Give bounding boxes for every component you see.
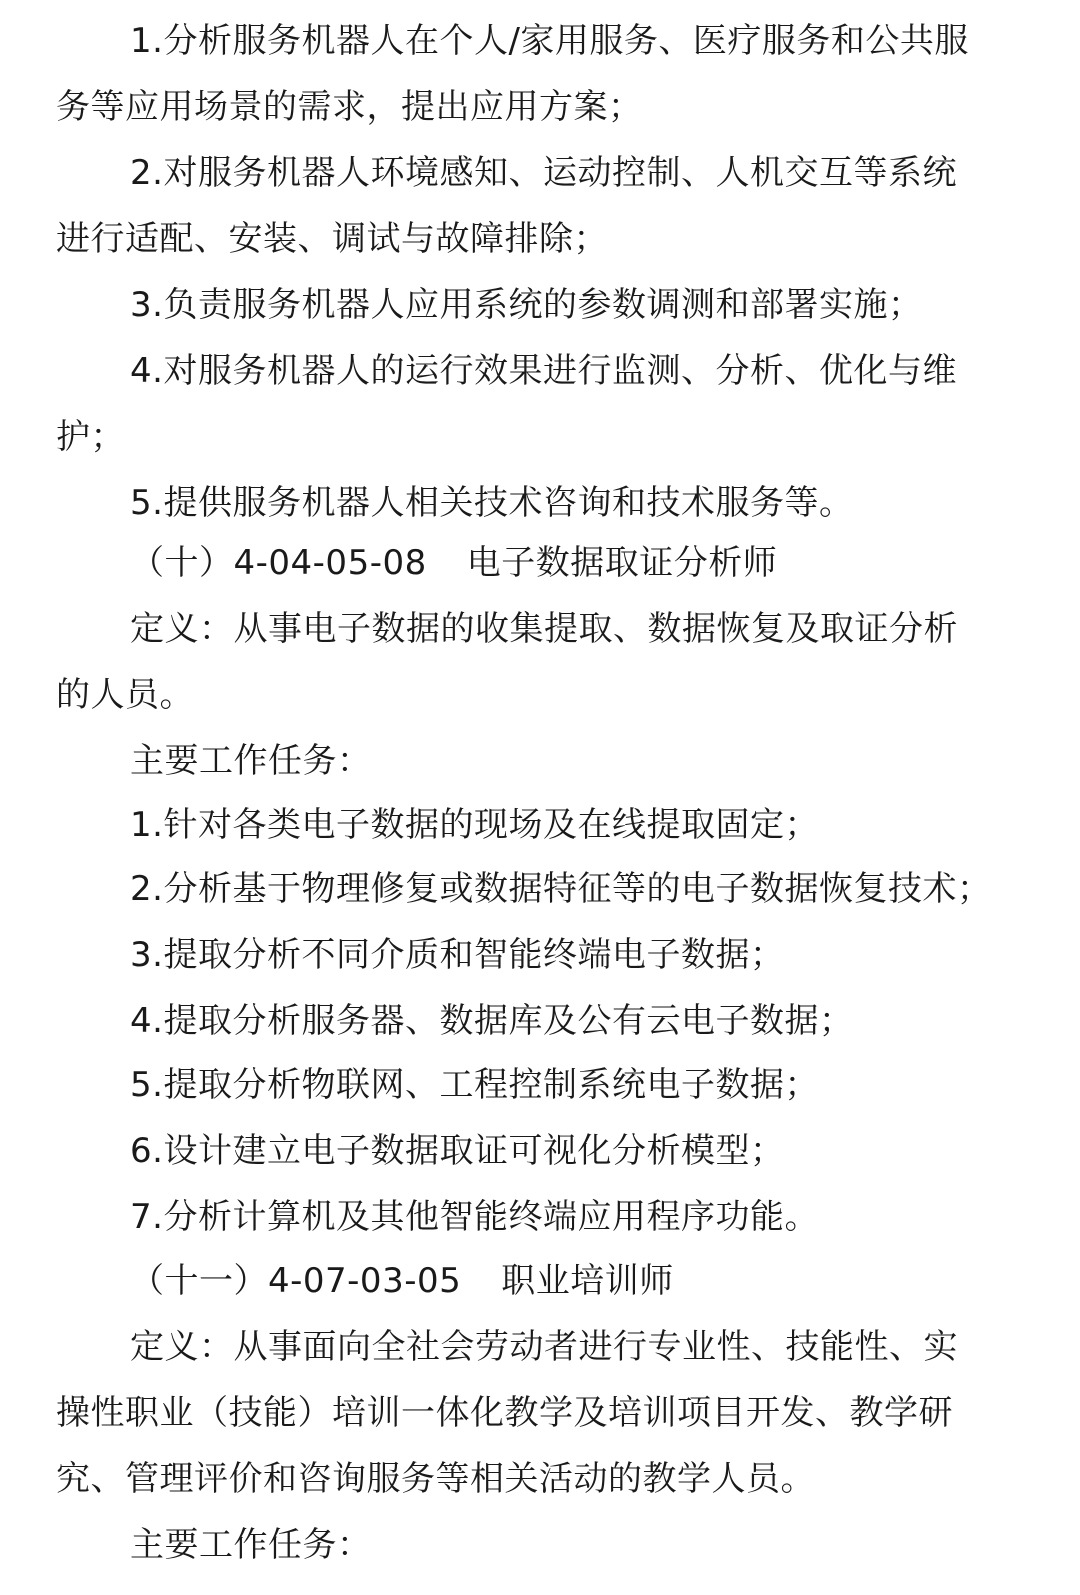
- section-heading: [0, 1258, 1080, 1304]
- text-line: 1.分析服务机器人在个人/家用服务、医疗服务和公共服: [130, 21, 969, 61]
- section-code: 4-07-03-05: [268, 1261, 462, 1301]
- text-line: 3.提取分析不同介质和智能终端电子数据；: [130, 935, 785, 975]
- text-line: 究、管理评价和咨询服务等相关活动的教学人员。: [56, 1459, 815, 1499]
- text-line: 的人员。: [56, 675, 194, 715]
- text-line: 操性职业（技能）培训一体化教学及培训项目开发、教学研: [56, 1393, 953, 1433]
- text-line: 5.提取分析物联网、工程控制系统电子数据；: [130, 1065, 819, 1105]
- text-line: 2.对服务机器人环境感知、运动控制、人机交互等系统: [130, 153, 957, 193]
- text-line: 定义：从事电子数据的收集提取、数据恢复及取证分析: [130, 609, 958, 649]
- text-line: 护；: [56, 417, 125, 457]
- section-code: 4-04-05-08: [233, 543, 427, 583]
- text-line: 4.提取分析服务器、数据库及公有云电子数据；: [130, 1001, 854, 1041]
- section-title: 电子数据取证分析师: [466, 543, 778, 583]
- text-line: 1.针对各类电子数据的现场及在线提取固定；: [130, 805, 819, 845]
- section-heading: [0, 540, 1080, 586]
- text-line: 主要工作任务：: [130, 1525, 372, 1565]
- text-line: 定义：从事面向全社会劳动者进行专业性、技能性、实: [130, 1327, 958, 1367]
- text-line: 务等应用场景的需求，提出应用方案；: [56, 87, 643, 127]
- text-line: 进行适配、安装、调试与故障排除；: [56, 219, 608, 259]
- text-line: 主要工作任务：: [130, 741, 372, 781]
- section-title: 职业培训师: [501, 1261, 674, 1301]
- text-line: 5.提供服务机器人相关技术咨询和技术服务等。: [130, 483, 854, 523]
- section-index: （十）: [130, 543, 234, 583]
- text-line: 4.对服务机器人的运行效果进行监测、分析、优化与维: [130, 351, 957, 391]
- text-line: 7.分析计算机及其他智能终端应用程序功能。: [130, 1197, 819, 1237]
- text-line: 2.分析基于物理修复或数据特征等的电子数据恢复技术；: [130, 869, 992, 909]
- text-line: 3.负责服务机器人应用系统的参数调测和部署实施；: [130, 285, 923, 325]
- text-line: 6.设计建立电子数据取证可视化分析模型；: [130, 1131, 785, 1171]
- section-index: （十一）: [130, 1261, 268, 1301]
